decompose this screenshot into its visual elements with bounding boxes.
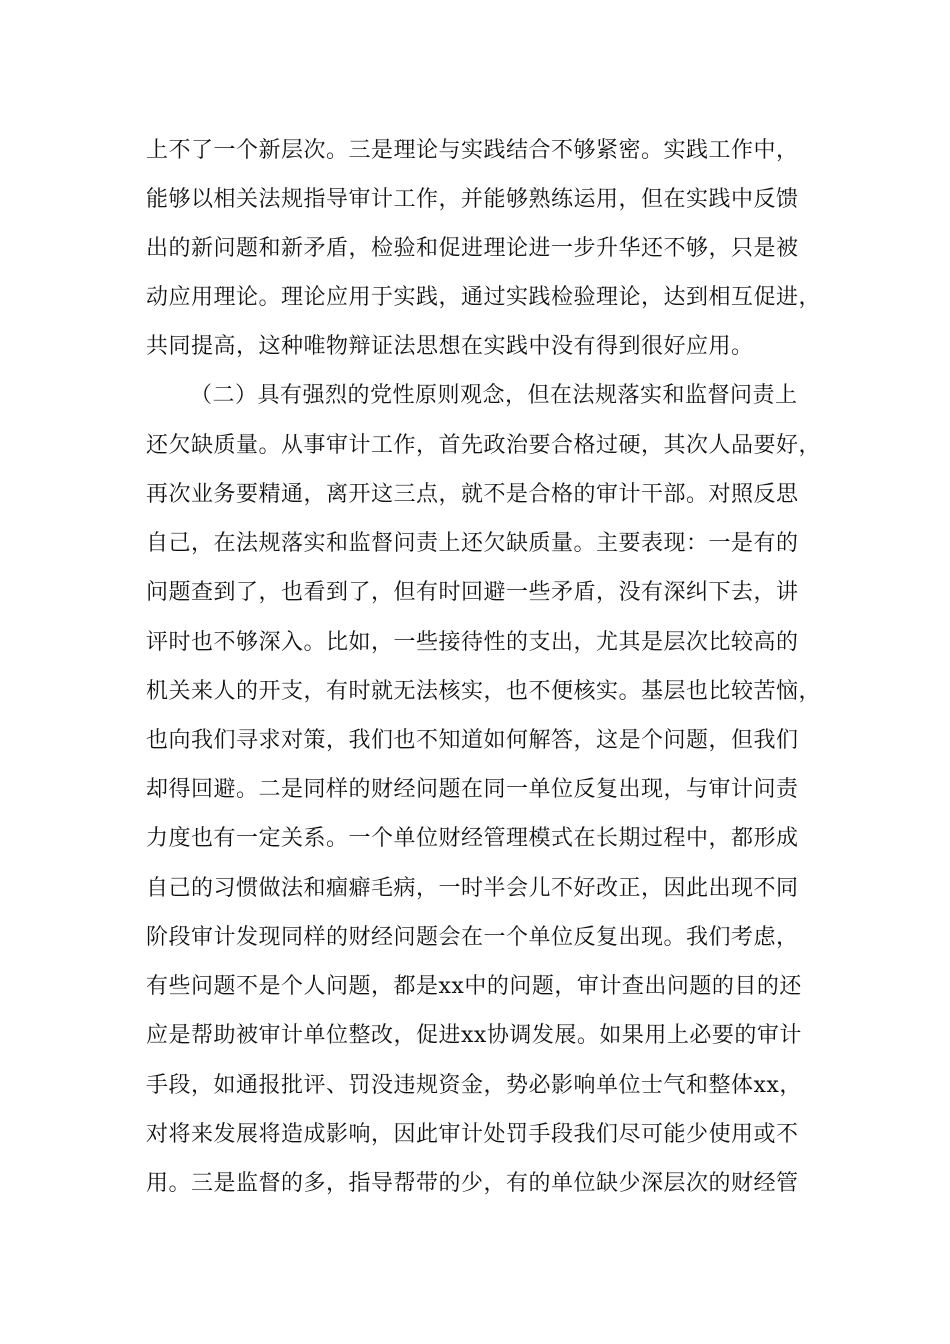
paragraph-2-line-7: 机关来人的开支，有时就无法核实，也不便核实。基层也比较苦恼， [146,679,822,704]
paragraph-2-line-4: 自己，在法规落实和监督问责上还欠缺质量。主要表现：一是有的 [146,531,799,556]
paragraph-1-line-2: 能够以相关法规指导审计工作，并能够熟练运用，但在实践中反馈 [146,187,799,212]
paragraph-1-line-4: 动应用理论。理论应用于实践，通过实践检验理论，达到相互促进， [146,285,822,310]
paragraph-2-line-12: 阶段审计发现同样的财经问题会在一个单位反复出现。我们考虑， [146,925,799,950]
paragraph-1-line-1: 上不了一个新层次。三是理论与实践结合不够紧密。实践工作中， [146,138,799,163]
paragraph-2-line-9: 却得回避。二是同样的财经问题在同一单位反复出现，与审计问责 [146,777,799,802]
paragraph-2-line-16: 对将来发展将造成影响，因此审计处罚手段我们尽可能少使用或不 [146,1122,799,1147]
paragraph-2-line-6: 评时也不够深入。比如，一些接待性的支出，尤其是层次比较高的 [146,630,799,655]
paragraph-2-line-17: 用。三是监督的多，指导帮带的少，有的单位缺少深层次的财经管 [146,1171,799,1196]
paragraph-2-line-5: 问题查到了，也看到了，但有时回避一些矛盾，没有深纠下去，讲 [146,580,799,605]
paragraph-2-line-1: （二）具有强烈的党性原则观念，但在法规落实和监督问责上 [190,383,798,408]
paragraph-2-line-8: 也向我们寻求对策，我们也不知道如何解答，这是个问题，但我们 [146,728,799,753]
paragraph-2-line-3: 再次业务要精通，离开这三点，就不是合格的审计干部。对照反思 [146,482,799,507]
paragraph-1-line-3: 出的新问题和新矛盾，检验和促进理论进一步升华还不够，只是被 [146,236,799,261]
paragraph-2-line-14: 应是帮助被审计单位整改，促进xx协调发展。如果用上必要的审计 [146,1023,802,1048]
paragraph-2-line-13: 有些问题不是个人问题，都是xx中的问题，审计查出问题的目的还 [146,974,802,999]
paragraph-2-line-2: 还欠缺质量。从事审计工作，首先政治要合格过硬，其次人品要好， [146,433,822,458]
paragraph-1-line-5: 共同提高，这种唯物辩证法思想在实践中没有得到很好应用。 [146,334,754,359]
paragraph-2-line-11: 自己的习惯做法和痼癖毛病，一时半会儿不好改正，因此出现不同 [146,876,799,901]
paragraph-2-line-10: 力度也有一定关系。一个单位财经管理模式在长期过程中，都形成 [146,826,799,851]
paragraph-2-line-15: 手段，如通报批评、罚没违规资金，势必影响单位士气和整体xx， [146,1073,802,1098]
